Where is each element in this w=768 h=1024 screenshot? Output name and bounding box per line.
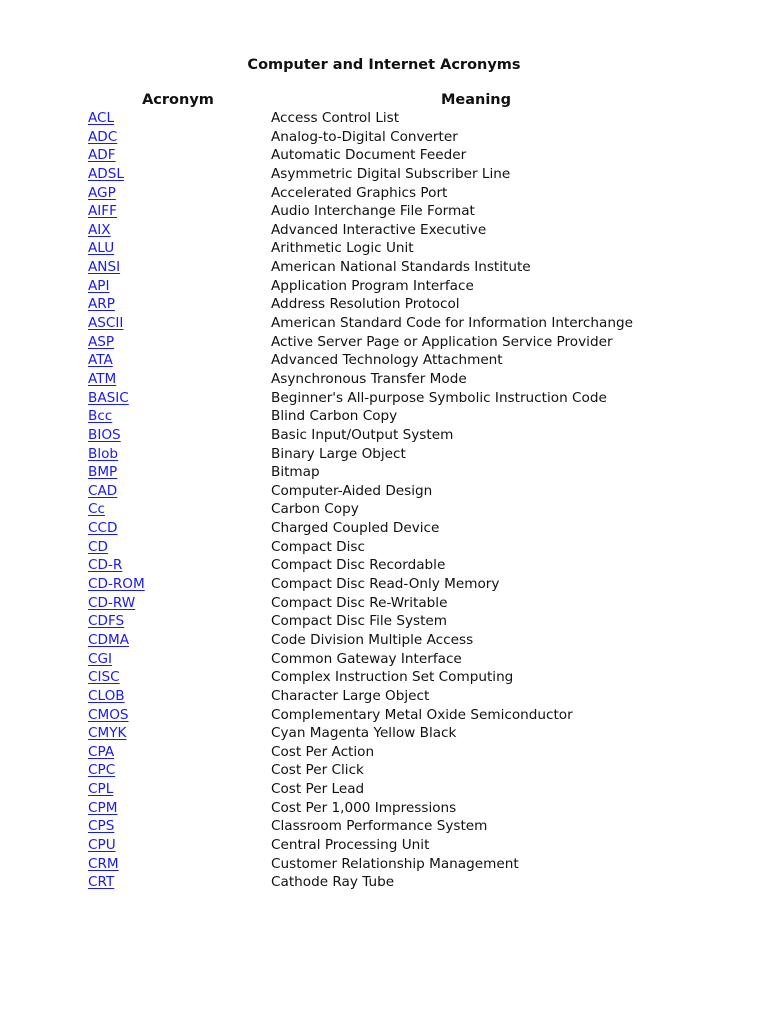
acronym-meaning: Central Processing Unit bbox=[271, 836, 430, 853]
acronym-meaning: Classroom Performance System bbox=[271, 818, 488, 835]
acronym-meaning: Cost Per Click bbox=[271, 762, 364, 779]
table-row bbox=[0, 239, 768, 258]
table-row bbox=[0, 277, 768, 296]
acronym-table bbox=[0, 109, 768, 892]
acronym-link[interactable]: CGI bbox=[88, 650, 113, 667]
acronym-meaning: Compact Disc Recordable bbox=[271, 557, 446, 574]
acronym-link[interactable]: ADSL bbox=[88, 165, 124, 182]
table-row bbox=[0, 258, 768, 277]
table-row bbox=[0, 426, 768, 445]
acronym-meaning: Asynchronous Transfer Mode bbox=[271, 370, 467, 387]
acronym-link[interactable]: CD-R bbox=[88, 557, 123, 574]
acronym-link[interactable]: API bbox=[88, 277, 110, 294]
acronym-link[interactable]: CD-ROM bbox=[88, 576, 145, 593]
acronym-link[interactable]: AGP bbox=[88, 184, 116, 201]
acronym-link[interactable]: CPU bbox=[88, 836, 116, 853]
table-row bbox=[0, 556, 768, 575]
acronym-link[interactable]: BIOS bbox=[88, 426, 121, 443]
table-row bbox=[0, 463, 768, 482]
acronym-meaning: Audio Interchange File Format bbox=[271, 203, 475, 220]
table-row bbox=[0, 333, 768, 352]
acronym-link[interactable]: ALU bbox=[88, 240, 115, 257]
acronym-link[interactable]: ASP bbox=[88, 333, 115, 350]
acronym-meaning: Analog-to-Digital Converter bbox=[271, 128, 458, 145]
acronym-meaning: Customer Relationship Management bbox=[271, 855, 519, 872]
table-row bbox=[0, 109, 768, 128]
acronym-link[interactable]: ADC bbox=[88, 128, 118, 145]
acronym-meaning: Charged Coupled Device bbox=[271, 520, 440, 537]
acronym-link[interactable]: ATM bbox=[88, 370, 117, 387]
acronym-meaning: Character Large Object bbox=[271, 687, 430, 704]
acronym-link[interactable]: CD bbox=[88, 538, 108, 555]
acronym-meaning: Advanced Interactive Executive bbox=[271, 221, 487, 238]
table-row bbox=[0, 761, 768, 780]
acronym-meaning: Cathode Ray Tube bbox=[271, 874, 395, 891]
acronym-meaning: Blind Carbon Copy bbox=[271, 408, 398, 425]
acronym-meaning: Compact Disc File System bbox=[271, 613, 448, 630]
acronym-meaning: Cost Per Action bbox=[271, 743, 375, 760]
table-row bbox=[0, 146, 768, 165]
acronym-meaning: Cost Per 1,000 Impressions bbox=[271, 799, 457, 816]
acronym-link[interactable]: CD-RW bbox=[88, 594, 136, 611]
acronym-meaning: Compact Disc Re-Writable bbox=[271, 594, 448, 611]
acronym-link[interactable]: Blob bbox=[88, 445, 119, 462]
acronym-link[interactable]: ASCII bbox=[88, 315, 124, 332]
acronym-link[interactable]: CCD bbox=[88, 520, 118, 537]
acronym-link[interactable]: CMOS bbox=[88, 706, 129, 723]
acronym-meaning: Address Resolution Protocol bbox=[271, 296, 460, 313]
table-row bbox=[0, 687, 768, 706]
acronym-meaning: Common Gateway Interface bbox=[271, 650, 462, 667]
table-row bbox=[0, 295, 768, 314]
acronym-link[interactable]: CPC bbox=[88, 762, 116, 779]
acronym-column-header: Acronym bbox=[142, 92, 214, 108]
table-row bbox=[0, 668, 768, 687]
table-row bbox=[0, 706, 768, 725]
acronym-meaning: Cost Per Lead bbox=[271, 781, 365, 798]
acronym-meaning: Beginner's All-purpose Symbolic Instruction Code bbox=[271, 389, 607, 406]
acronym-link[interactable]: CDMA bbox=[88, 631, 129, 648]
acronym-meaning: American National Standards Institute bbox=[271, 259, 531, 276]
acronym-meaning: Complex Instruction Set Computing bbox=[271, 669, 514, 686]
acronym-meaning: Active Server Page or Application Service Provider bbox=[271, 333, 613, 350]
acronym-link[interactable]: AIFF bbox=[88, 203, 117, 220]
acronym-link[interactable]: ANSI bbox=[88, 259, 121, 276]
acronym-meaning: Carbon Copy bbox=[271, 501, 359, 518]
acronym-link[interactable]: AIX bbox=[88, 221, 111, 238]
acronym-link[interactable]: ADF bbox=[88, 147, 116, 164]
acronym-meaning: Accelerated Graphics Port bbox=[271, 184, 448, 201]
acronym-link[interactable]: CPM bbox=[88, 799, 118, 816]
table-row bbox=[0, 575, 768, 594]
acronym-link[interactable]: CLOB bbox=[88, 687, 125, 704]
acronym-link[interactable]: CAD bbox=[88, 482, 118, 499]
acronym-meaning: Cyan Magenta Yellow Black bbox=[271, 725, 457, 742]
acronym-link[interactable]: Cc bbox=[88, 501, 105, 518]
acronym-link[interactable]: CRT bbox=[88, 874, 115, 891]
table-row bbox=[0, 519, 768, 538]
table-row bbox=[0, 594, 768, 613]
table-row bbox=[0, 202, 768, 221]
acronym-meaning: Basic Input/Output System bbox=[271, 426, 454, 443]
table-row bbox=[0, 743, 768, 762]
table-row bbox=[0, 351, 768, 370]
table-row bbox=[0, 221, 768, 240]
table-row bbox=[0, 500, 768, 519]
table-row bbox=[0, 407, 768, 426]
table-row bbox=[0, 631, 768, 650]
page-title: Computer and Internet Acronyms bbox=[247, 57, 521, 73]
acronym-meaning: Binary Large Object bbox=[271, 445, 406, 462]
table-row bbox=[0, 445, 768, 464]
acronym-link[interactable]: CMYK bbox=[88, 725, 127, 742]
acronym-meaning: Arithmetic Logic Unit bbox=[271, 240, 414, 257]
acronym-meaning: American Standard Code for Information Interchange bbox=[271, 315, 633, 332]
table-row bbox=[0, 724, 768, 743]
table-row bbox=[0, 780, 768, 799]
acronym-link[interactable]: CPL bbox=[88, 781, 114, 798]
acronym-link[interactable]: BMP bbox=[88, 464, 118, 481]
acronym-meaning: Advanced Technology Attachment bbox=[271, 352, 503, 369]
table-row bbox=[0, 855, 768, 874]
table-row bbox=[0, 314, 768, 333]
table-row bbox=[0, 873, 768, 892]
table-row bbox=[0, 612, 768, 631]
table-row bbox=[0, 817, 768, 836]
table-row bbox=[0, 128, 768, 147]
acronym-link[interactable]: BASIC bbox=[88, 389, 129, 406]
table-row bbox=[0, 799, 768, 818]
acronym-link[interactable]: Bcc bbox=[88, 408, 113, 425]
acronym-meaning: Access Control List bbox=[271, 110, 400, 126]
table-row bbox=[0, 482, 768, 501]
acronym-link[interactable]: CDFS bbox=[88, 613, 125, 630]
acronym-meaning: Code Division Multiple Access bbox=[271, 631, 474, 648]
acronym-link[interactable]: CPS bbox=[88, 818, 115, 835]
acronym-link[interactable]: ATA bbox=[88, 352, 113, 369]
acronym-link[interactable]: ACL bbox=[88, 110, 115, 126]
acronym-link[interactable]: CISC bbox=[88, 669, 120, 686]
acronym-link[interactable]: CRM bbox=[88, 855, 119, 872]
table-row bbox=[0, 650, 768, 669]
acronym-meaning: Compact Disc Read-Only Memory bbox=[271, 576, 500, 593]
acronym-meaning: Asymmetric Digital Subscriber Line bbox=[271, 165, 511, 182]
table-row bbox=[0, 184, 768, 203]
meaning-column-header: Meaning bbox=[440, 92, 512, 108]
acronym-meaning: Bitmap bbox=[271, 464, 320, 481]
acronym-link[interactable]: ARP bbox=[88, 296, 115, 313]
table-row bbox=[0, 389, 768, 408]
acronym-meaning: Compact Disc bbox=[271, 538, 365, 555]
table-row bbox=[0, 165, 768, 184]
acronym-meaning: Automatic Document Feeder bbox=[271, 147, 467, 164]
acronym-meaning: Application Program Interface bbox=[271, 277, 474, 294]
table-row bbox=[0, 538, 768, 557]
acronym-meaning: Complementary Metal Oxide Semiconductor bbox=[271, 706, 573, 723]
acronym-meaning: Computer-Aided Design bbox=[271, 482, 433, 499]
table-row bbox=[0, 836, 768, 855]
table-row bbox=[0, 370, 768, 389]
acronym-link[interactable]: CPA bbox=[88, 743, 115, 760]
